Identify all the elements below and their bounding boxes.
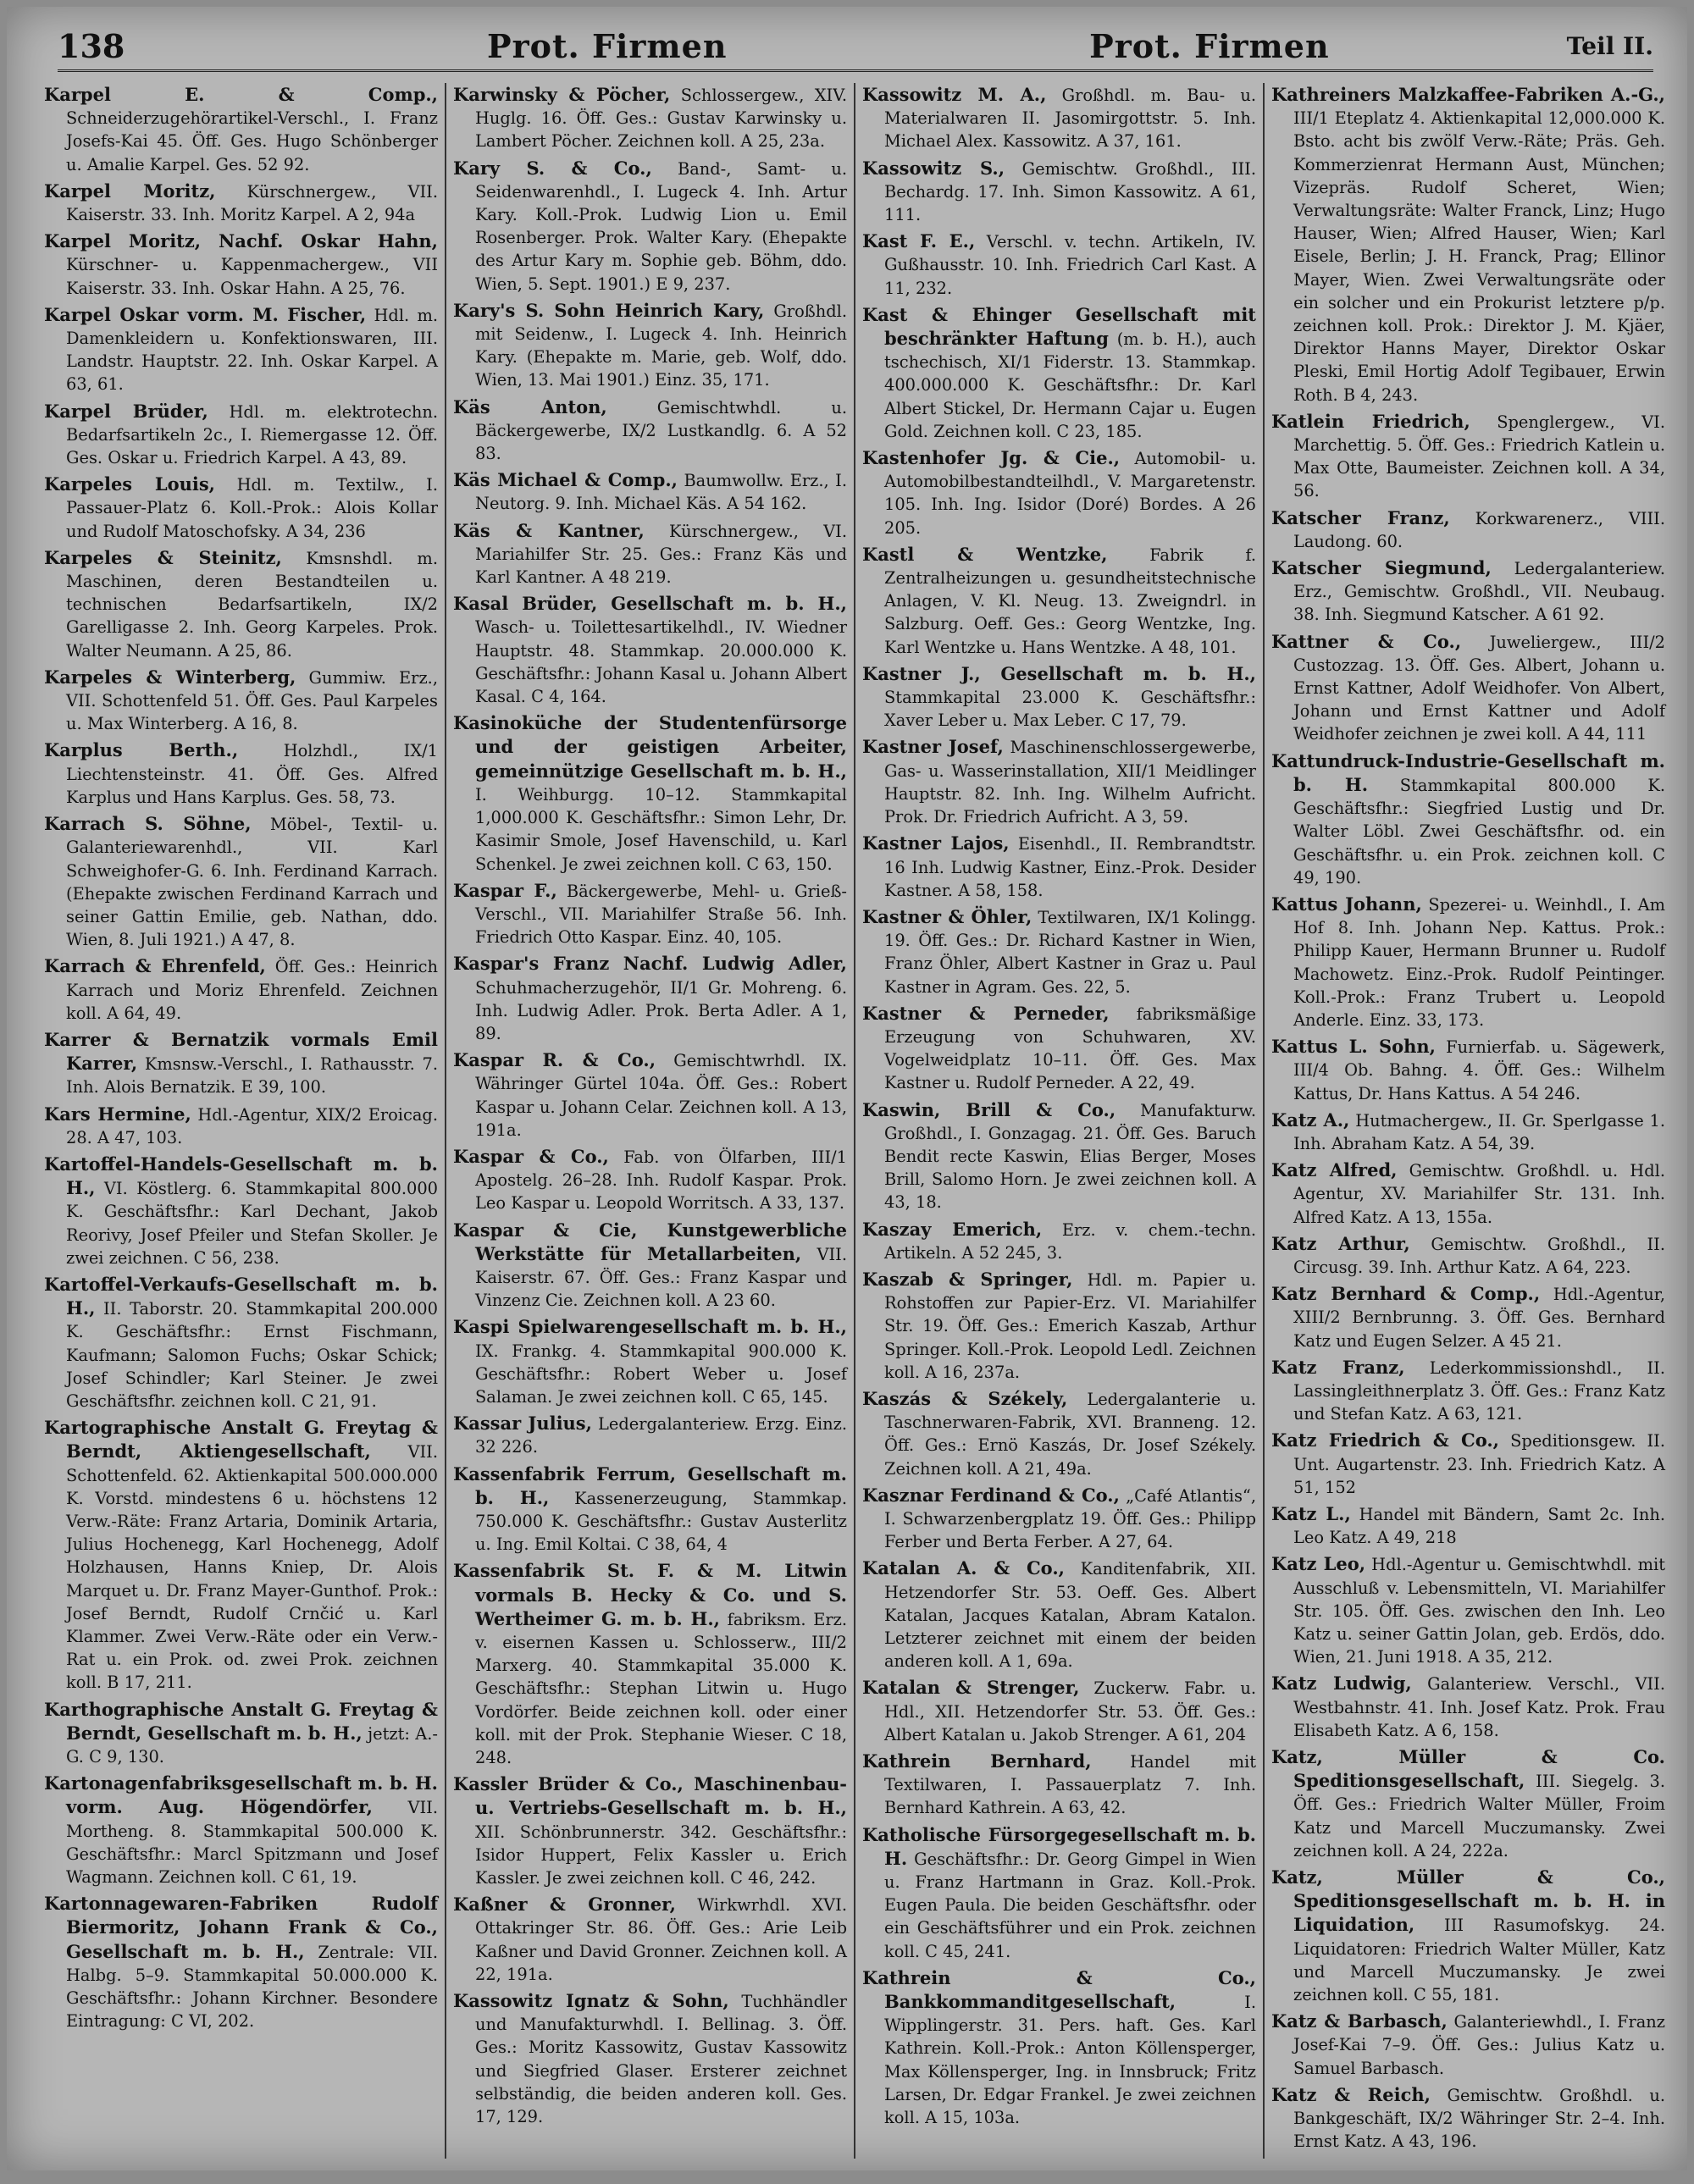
firm-name: Kattus Johann, [1271, 893, 1422, 915]
firm-entry [862, 543, 1256, 659]
firm-name: Kastner & Öhler, [862, 905, 1032, 927]
firm-name: Kaszab & Springer, [862, 1268, 1073, 1290]
firm-name: Kassowitz Ignatz & Sohn, [453, 1990, 729, 2012]
firm-entry [453, 952, 847, 1045]
firm-entry [453, 711, 847, 875]
firm-details: Hutmachergew., II. Gr. Sperlgasse 1. Inh. Abraham Katz. A 54, 39. [1293, 1110, 1665, 1153]
firm-name: Kary S. & Co., [453, 157, 652, 179]
firm-name: Katz L., [1271, 1502, 1351, 1524]
firm-entry [44, 1416, 438, 1694]
firm-name: Kaspar & Co., [453, 1145, 609, 1167]
firm-entry [453, 1412, 847, 1458]
firm-details: Wirkwrhdl. XVI. Ottakringer Str. 86. Öff. Ges.: Arie Leib Kaßner und David Gronner. Zeichnen koll. A 22, 191a. [475, 1895, 847, 1984]
directory-columns [37, 83, 1672, 2159]
firm-details: Automobil- u. Automobilbestandteilhdl., V. Margaretenstr. 105. Inh. Ing. Isidor (Doré) Bordes. A 26 205. [884, 449, 1257, 538]
firm-name: Käs & Kantner, [453, 519, 645, 541]
firm-details: Fabrik f. Zentralheizungen u. gesundheitstechnische Anlagen, V. Kl. Neug. 13. Zweigndrl. in Salzburg. Oeff. Ges.: Georg Wentzke, Ing. Karl Wentzke u. Hans Wentzke. A 48, 101. [884, 545, 1256, 657]
firm-name: Kasal Brüder, Gesellschaft m. b. H., [453, 593, 847, 615]
firm-details: Baumwollw. Erz., I. Neutorg. 9. Inh. Michael Käs. A 54 162. [475, 471, 847, 514]
firm-entry [44, 1892, 438, 2032]
firm-details: Maschinenschlossergewerbe, Gas- u. Wasserinstallation, XII/1 Meidlinger Hauptstr. 82. Inh. Ing. Wilhelm Aufricht. Prok. Dr. Friedrich Aufricht. A 3, 59. [884, 738, 1256, 827]
firm-details: Gemischtwhdl. u. Bäckergewerbe, IX/2 Lustkandlg. 6. A 52 83. [475, 397, 848, 464]
firm-details: Fab. von Ölfarben, III/1 Apostelg. 26–28. Inh. Rudolf Kaspar. Prok. Leo Kaspar u. Leopold Worritsch. A 33, 137. [475, 1147, 847, 1214]
firm-name: Kasznar Ferdinand & Co., [862, 1484, 1120, 1506]
firm-name: Katz, Müller & Co., Speditionsgesellschaft m. b. H. in Liquidation, [1271, 1866, 1665, 1936]
firm-entry [453, 1048, 847, 1142]
directory-page [7, 7, 1687, 2170]
firm-entry [453, 1772, 847, 1889]
firm-entry [862, 1268, 1256, 1384]
firm-entry [453, 1893, 847, 1986]
firm-details: Kmsnshdl. m. Maschinen, deren Bestandteilen u. technischen Bedarfsartikeln, IX/2 Garelligasse 2. Inh. Georg Karpeles. Prok. Walter Neumann. A 25, 86. [66, 548, 438, 661]
firm-entry [44, 1103, 438, 1149]
firm-details: Ledergalanteriew. Erz., Gemischtw. Großhdl., VII. Neubaug. 38. Inh. Siegmund Katscher. A 61 92. [1293, 559, 1665, 625]
firm-details: Schlossergew., XIV. Huglg. 16. Öff. Ges.: Gustav Karwinsky u. Lambert Pöcher. Zeichnen koll. A 25, 23a. [475, 86, 847, 152]
firm-entry [453, 157, 847, 296]
firm-details: Hdl. m. elektrotechn. Bedarfsartikeln 2c., I. Riemergasse 12. Öff. Ges. Oskar u. Friedrich Karpel. A 43, 89. [66, 401, 438, 468]
firm-name: Kastner Lajos, [862, 832, 1010, 854]
firm-name: Kastl & Wentzke, [862, 543, 1108, 565]
firm-entry [453, 1989, 847, 2128]
firm-details: II. Taborstr. 20. Stammkapital 200.000 K. Geschäftsfhr.: Ernst Fischmann, Kaufmann; Salomon Fuchs; Oskar Schick; Josef Schindler; Karl Steiner. Je zwei Geschäftsfhr. zeichnen koll. C 21, 91. [66, 1299, 438, 1411]
firm-details: Kmsnsw.-Verschl., I. Rathausstr. 7. Inh. Alois Bernatzik. E 39, 100. [66, 1054, 438, 1098]
firm-name: Kars Hermine, [44, 1103, 191, 1125]
firm-name: Kastner J., Gesellschaft m. b. H., [862, 662, 1256, 684]
firm-entry [453, 83, 847, 153]
firm-details: Gemischtw. Großhdl. u. Bankgeschäft, IX/2 Währinger Str. 2–4. Inh. Ernst Katz. A 43, 196. [1293, 2085, 1665, 2152]
firm-entry [44, 400, 438, 470]
firm-entry [1271, 749, 1665, 889]
firm-details: Spenglergew., VI. Marchettig. 5. Öff. Ges.: Friedrich Katlein u. Max Otte, Baumeister. Zeichnen koll. A 34, 56. [1293, 412, 1665, 501]
firm-entry [862, 1750, 1256, 1820]
firm-name: Kassler Brüder & Co., Maschinenbau- u. Vertriebs-Gesellschaft m. b. H., [453, 1773, 847, 1819]
firm-name: Katalan A. & Co., [862, 1557, 1065, 1579]
firm-name: Kary's S. Sohn Heinrich Kary, [453, 299, 765, 321]
firm-name: Käs Anton, [453, 395, 607, 417]
firm-entry [862, 1556, 1256, 1673]
firm-entry [44, 180, 438, 226]
firm-details: Kassenerzeugung, Stammkap. 750.000 K. Geschäftsfhr.: Gustav Austerlitz u. Ing. Emil Koltai. C 38, 64, 4 [475, 1488, 847, 1555]
running-title-right: Prot. Firmen [1089, 26, 1330, 65]
firm-name: Karrer & Bernatzik vormals Emil Karrer, [44, 1028, 438, 1075]
firm-name: Karthographische Anstalt G. Freytag & Berndt, Gesellschaft m. b. H., [44, 1698, 438, 1744]
firm-name: Kaszás & Székely, [862, 1387, 1068, 1409]
firm-name: Karwinsky & Pöcher, [453, 84, 671, 105]
firm-entry [862, 832, 1256, 902]
firm-details: Kürschnergew., VII. Kaiserstr. 33. Inh. Moritz Karpel. A 2, 94a [66, 181, 438, 225]
firm-entry [1271, 2010, 1665, 2080]
firm-name: Katz A., [1271, 1109, 1350, 1131]
firm-details: Erz. v. chem.-techn. Artikeln. A 52 245, 3. [884, 1219, 1256, 1263]
firm-name: Kartonagenfabriksgesellschaft m. b. H. vorm. Aug. Högendörfer, [44, 1772, 438, 1818]
firm-details: Textilwaren, IX/1 Kolingg. 19. Öff. Ges.: Dr. Richard Kastner in Wien, Franz Öhler, Albert Kastner in Graz u. Paul Kastner in Agram. Ges. 22, 5. [884, 907, 1256, 997]
firm-entry [44, 303, 438, 396]
firm-name: Katz Alfred, [1271, 1159, 1398, 1181]
firm-entry [44, 738, 438, 809]
firm-details: Galanteriewhdl., I. Franz Josef-Kai 7–9. Öff. Ges.: Julius Katz u. Samuel Barbasch. [1293, 2012, 1666, 2078]
firm-details: Juweliergew., III/2 Custozzag. 13. Öff. Ges. Albert, Johann u. Ernst Kattner, Adolf Weidhofer. Von Albert, Johann und Ernst Kattner und Adolf Weidhofer zeichnen je zwei koll. A 44, 111 [1293, 632, 1665, 744]
firm-details: Öff. Ges.: Heinrich Karrach und Moriz Ehrenfeld. Zeichnen koll. A 64, 49. [66, 957, 438, 1023]
firm-details: XII. Schönbrunnerstr. 342. Geschäftsfhr.: Isidor Huppert, Felix Kassler u. Erich Kassler. Je zwei zeichnen koll. C 46, 242. [475, 1822, 847, 1888]
firm-details: Kürschnergew., VI. Mariahilfer Str. 25. Ges.: Franz Käs und Karl Kantner. A 48 219. [475, 521, 847, 588]
firm-name: Karrach S. Söhne, [44, 813, 252, 835]
firm-entry [1271, 1232, 1665, 1279]
firm-entry [862, 446, 1256, 539]
firm-entry [44, 1698, 438, 1769]
firm-details: Großhdl. m. Bau- u. Materialwaren II. Jasomirgottstr. 5. Inh. Michael Alex. Kassowitz. A 37, 161. [884, 86, 1256, 152]
firm-details: Tuchhändler und Manufakturwhdl. I. Bellinag. 3. Öff. Ges.: Moritz Kassowitz, Gustav Kassowitz und Siegfried Glaser. Ersterer zeichnet selbständig, die beiden anderen koll. Ges. 17, 129. [475, 1992, 847, 2127]
firm-name: Katz Ludwig, [1271, 1673, 1412, 1695]
firm-details: Hdl.-Agentur, XIII/2 Bernbrunng. 3. Öff. Ges. Bernhard Katz und Eugen Selzer. A 45 21. [1293, 1285, 1665, 1351]
column-3 [855, 83, 1265, 2159]
column-4 [1265, 83, 1672, 2159]
firm-entry [44, 666, 438, 736]
firm-name: Katscher Siegmund, [1271, 557, 1492, 579]
firm-entry [1271, 1035, 1665, 1105]
firm-details: Band-, Samt- u. Seidenwarenhdl., I. Lugeck 4. Inh. Artur Kary. Koll.-Prok. Ludwig Lion u. Emil Rosenberger. Prok. Walter Kary. (Ehepakte des Artur Kary m. Sophie geb. Böhm, ddo. Wien, 5. Sept. 1901.) E 9, 237. [475, 158, 847, 294]
firm-details: Schneiderzugehörartikel-Verschl., I. Franz Josefs-Kai 45. Öff. Ges. Hugo Schönberger u. Amalie Karpel. Ges. 52 92. [66, 108, 438, 174]
part-label: Teil II. [1566, 31, 1653, 60]
firm-name: Kathrein Bernhard, [862, 1750, 1092, 1772]
firm-details: Großhdl. mit Seidenw., I. Lugeck 4. Inh. Heinrich Kary. (Ehepakte m. Marie, geb. Wolf, ddo. Wien, 13. Mai 1901.) Einz. 35, 171. [475, 301, 847, 390]
firm-name: Kaspar R. & Co., [453, 1049, 656, 1071]
firm-entry [44, 1028, 438, 1099]
firm-details: VI. Köstlerg. 6. Stammkapital 800.000 K. Geschäftsfhr.: Karl Dechant, Jakob Reorivy, Josef Pfeiler und Stefan Skoller. Je zwei zeichnen. C 56, 238. [66, 1179, 438, 1268]
firm-details: Hdl.-Agentur, XIX/2 Eroicag. 28. A 47, 103. [66, 1104, 438, 1147]
firm-entry [1271, 893, 1665, 1031]
firm-details: Spezerei- u. Weinhdl., I. Am Hof 8. Inh. Johann Nep. Kattus. Prok.: Philipp Kauer, Hermann Brunner u. Rudolf Machowetz. Einz.-Prok. Rudolf Peintinger. Koll.-Prok.: Franz Trubert u. Leopold Anderle. Einz. 33, 173. [1293, 894, 1665, 1030]
firm-details: Zentrale: VII. Halbg. 5–9. Stammkapital 50.000.000 K. Geschäftsfhr.: Johann Kirchner. Besondere Eintragung: C VI, 202. [66, 1942, 439, 2032]
firm-name: Karpel Moritz, [44, 180, 216, 202]
firm-details: Speditionsgew. II. Unt. Augartenstr. 23. Inh. Friedrich Katz. A 51, 152 [1293, 1431, 1666, 1497]
firm-entry [1271, 1672, 1665, 1742]
firm-name: Kaßner & Gronner, [453, 1894, 676, 1916]
firm-entry [862, 735, 1256, 828]
firm-name: Katz, Müller & Co. Speditionsgesellschaft, [1271, 1746, 1665, 1792]
firm-name: Kassar Julius, [453, 1413, 592, 1435]
firm-details: Furnierfab. u. Sägewerk, III/4 Ob. Bahng. 4. Öff. Ges.: Wilhelm Kattus, Dr. Hans Kattus. A 54 246. [1293, 1037, 1665, 1103]
firm-details: Bäckergewerbe, Mehl- u. Grieß-Verschl., VII. Mariahilfer Straße 56. Inh. Friedrich Otto Kaspar. Einz. 40, 105. [475, 881, 847, 948]
firm-entry [44, 473, 438, 543]
firm-entry [453, 879, 847, 949]
firm-details: Möbel-, Textil- u. Galanteriewarenhdl., VII. Karl Schweighofer-G. 6. Inh. Ferdinand Karrach. (Ehepakte zwischen Ferdinand Karrach und seiner Gattin Emilie, geb. Nathan, ddo. Wien, 8. Juli 1921.) A 47, 8. [66, 815, 438, 950]
firm-name: Katalan & Strenger, [862, 1677, 1080, 1699]
firm-details: VII. Kaiserstr. 67. Öff. Ges.: Franz Kaspar und Vinzenz Cie. Zeichnen koll. A 23 60. [475, 1244, 847, 1311]
firm-details: Hdl. m. Damenkleidern u. Konfektionswaren, III. Landstr. Hauptstr. 22. Inh. Oskar Karpel. A 63, 61. [66, 305, 438, 395]
firm-entry [453, 592, 847, 708]
firm-name: Kathrein & Co., Bankkommanditgesellschaft, [862, 1966, 1256, 2013]
firm-entry [1271, 1502, 1665, 1549]
firm-details: (m. b. H.), auch tschechisch, XI/1 Fiderstr. 13. Stammkap. 400.000.000 K. Geschäftsfhr.: Dr. Karl Albert Stickel, Dr. Hermann Cajar u. Eugen Gold. Zeichnen koll. C 23, 185. [884, 329, 1256, 441]
firm-details: Stammkapital 23.000 K. Geschäftsfhr.: Xaver Leber u. Max Leber. C 17, 79. [884, 688, 1256, 731]
firm-entry [862, 157, 1256, 227]
firm-name: Katscher Franz, [1271, 506, 1450, 528]
firm-name: Karpel Moritz, Nachf. Oskar Hahn, [44, 230, 438, 252]
firm-entry [862, 905, 1256, 998]
firm-name: Kaspar F., [453, 879, 557, 901]
firm-entry [453, 299, 847, 392]
firm-entry [1271, 1158, 1665, 1229]
firm-entry [44, 229, 438, 300]
firm-entry [44, 83, 438, 176]
firm-entry [1271, 1356, 1665, 1426]
firm-name: Katz & Reich, [1271, 2083, 1431, 2105]
firm-details: Hdl. m. Papier u. Rohstoffen zur Papier-Erz. VI. Mariahilfer Str. 19. Öff. Ges.: Emerich Kaszab, Arthur Springer. Koll.-Prok. Leopold Ledl. Zeichnen koll. A 16, 237a. [884, 1269, 1256, 1382]
firm-details: III/1 Eteplatz 4. Aktienkapital 12,000.000 K. Bsto. acht bis zwölf Verw.-Räte; Präs. Geh. Kommerzienrat Hermann Aust, München; Vizepräs. Rudolf Scheret, Wien; Verwaltungsräte: Walter Franck, Linz; Hugo Hauser, Wien; Alfred Hauser, Wien; Karl Eisele, Berlin; J. H. Franck, Prag; Ellinor Mayer, Wien. Zwei Verwaltungsräte oder ein solcher und ein Prokurist letztere p/p. zeichnen koll. Prok.: Direktor J. M. Kjäer, Direktor Hanns Mayer, Direktor Oskar Pleski, Emil Hortig Adolf Tegibauer, Erwin Roth. B 4, 243. [1293, 108, 1665, 405]
firm-entry [1271, 410, 1665, 503]
firm-entry [44, 1153, 438, 1269]
firm-details: Gemischtwrhdl. IX. Währinger Gürtel 104a. Öff. Ges.: Robert Kaspar u. Johann Celar. Zeichnen koll. A 13, 191a. [475, 1051, 847, 1140]
firm-details: Zuckerw. Fabr. u. Hdl., XII. Hetzendorfer Str. 53. Öff. Ges.: Albert Katalan u. Jakob Strenger. A 61, 204 [884, 1678, 1256, 1744]
firm-details: Handel mit Textilwaren, I. Passauerplatz 7. Inh. Bernhard Kathrein. A 63, 42. [884, 1752, 1257, 1818]
firm-entry [453, 395, 847, 466]
firm-name: Kaswin, Brill & Co., [862, 1098, 1116, 1120]
firm-details: Manufakturw. Großhdl., I. Gonzagag. 21. Öff. Ges. Baruch Bendit recte Kaswin, Elias Berger, Moses Brill, Salomo Horn. Je zwei zeichnen koll. A 43, 18. [884, 1100, 1256, 1213]
firm-name: Kartographische Anstalt G. Freytag & Berndt, Aktiengesellschaft, [44, 1417, 438, 1462]
firm-details: fabriksmäßige Erzeugung von Schuhwaren, XV. Vogelweidplatz 10–11. Öff. Ges. Max Kastner u. Rudolf Perneder. A 22, 49. [884, 1004, 1256, 1093]
firm-details: Korkwarenerz., VIII. Laudong. 60. [1293, 508, 1666, 551]
firm-name: Kaspar's Franz Nachf. Ludwig Adler, [453, 953, 847, 975]
firm-name: Karpel Brüder, [44, 400, 208, 422]
firm-details: Geschäftsfhr.: Dr. Georg Gimpel in Wien u. Franz Hartmann in Graz. Koll.-Prok. Eugen Paula. Die beiden Geschäftsfhr. oder ein Geschäftsführer und ein Prok. zeichnen koll. C 45, 241. [884, 1849, 1256, 1961]
firm-entry [862, 1966, 1256, 2129]
firm-name: Kassowitz S., [862, 157, 1005, 179]
firm-entry [1271, 630, 1665, 746]
firm-name: Kastner & Perneder, [862, 1002, 1110, 1024]
firm-name: Katlein Friedrich, [1271, 410, 1470, 432]
firm-details: Handel mit Bändern, Samt 2c. Inh. Leo Katz. A 49, 218 [1293, 1504, 1665, 1548]
firm-name: Kastner Josef, [862, 736, 1004, 758]
firm-name: Karpel E. & Comp., [44, 84, 438, 105]
firm-name: Karpeles & Winterberg, [44, 666, 296, 688]
firm-entry [44, 1772, 438, 1888]
header-right [1089, 27, 1653, 65]
firm-entry [1271, 1745, 1665, 1862]
firm-name: Katz Bernhard & Comp., [1271, 1283, 1541, 1305]
firm-name: Katz Leo, [1271, 1553, 1366, 1575]
firm-name: Kartoffel-Handels-Gesellschaft m. b. H., [44, 1153, 438, 1199]
firm-name: Katholische Fürsorgegesellschaft m. b. H. [862, 1823, 1256, 1869]
firm-entry [862, 662, 1256, 733]
firm-entry [44, 1273, 438, 1413]
firm-details: Gemischtw. Großhdl. u. Hdl. Agentur, XV. Mariahilfer Str. 131. Inh. Alfred Katz. A 13, 155a. [1293, 1161, 1665, 1227]
firm-entry [44, 954, 438, 1025]
firm-name: Karpeles & Steinitz, [44, 546, 282, 568]
firm-details: jetzt: A.-G. C 9, 130. [66, 1723, 438, 1767]
firm-details: Kürschner- u. Kappenmachergew., VII Kaiserstr. 33. Inh. Oskar Hahn. A 25, 76. [66, 255, 438, 298]
firm-name: Kassenfabrik St. F. & M. Litwin vormals B. Hecky & Co. und S. Wertheimer G. m. b. H., [453, 1560, 847, 1629]
firm-details: IX. Frankg. 4. Stammkapital 900.000 K. Geschäftsfhr.: Robert Weber u. Josef Salaman. Je zwei zeichnen koll. C 65, 145. [475, 1341, 847, 1407]
firm-name: Karpeles Louis, [44, 473, 215, 495]
column-2 [446, 83, 855, 2159]
firm-details: Ledergalanteriew. Erzg. Einz. 32 226. [475, 1414, 847, 1457]
firm-name: Kast F. E., [862, 230, 976, 252]
firm-entry [453, 1559, 847, 1769]
firm-name: Kasinoküche der Studentenfürsorge und der geistigen Arbeiter, gemeinnützige Gesellschaft m. b. H., [453, 712, 847, 782]
firm-entry [1271, 1109, 1665, 1155]
firm-name: Kastenhofer Jg. & Cie., [862, 447, 1121, 469]
firm-entry [453, 468, 847, 515]
firm-name: Käs Michael & Comp., [453, 469, 678, 491]
firm-details: Eisenhdl., II. Rembrandtstr. 16 Inh. Ludwig Kastner, Einz.-Prok. Desider Kastner. A 58, 158. [884, 834, 1256, 900]
firm-entry [453, 1315, 847, 1408]
firm-details: III Rasumofskyg. 24. Liquidatoren: Friedrich Walter Müller, Katz und Marcell Muczumansky. Je zwei zeichnen koll. C 55, 181. [1293, 1916, 1665, 2005]
firm-entry [862, 83, 1256, 153]
firm-details: Holzhdl., IX/1 Liechtensteinstr. 41. Öff. Ges. Alfred Karplus und Hans Karplus. Ges. 58, 73. [66, 741, 438, 807]
firm-entry [453, 1462, 847, 1556]
firm-details: I. Weihburgg. 10–12. Stammkapital 1,000.000 K. Geschäftsfhr.: Simon Lehr, Dr. Kasimir Smole, Josef Havenschild, u. Karl Schenkel. Je zwei zeichnen koll. C 63, 150. [475, 784, 847, 874]
firm-details: Gummiw. Erz., VII. Schottenfeld 51. Öff. Ges. Paul Karpeles u. Max Winterberg. A 16, 8. [66, 667, 438, 734]
firm-name: Karrach & Ehrenfeld, [44, 955, 266, 977]
firm-entry [862, 1387, 1256, 1480]
firm-entry [862, 1098, 1256, 1214]
column-1 [37, 83, 446, 2159]
firm-entry [862, 303, 1256, 443]
firm-name: Kassowitz M. A., [862, 84, 1047, 105]
firm-details: Wasch- u. Toilettesartikelhdl., IV. Wiedner Hauptstr. 48. Stammkap. 20.000.000 K. Geschäftsfhr.: Johann Kasal u. Johann Albert Kasal. C 4, 164. [475, 617, 847, 707]
firm-details: Galanteriew. Verschl., VII. Westbahnstr. 41. Inh. Josef Katz. Prok. Frau Elisabeth Katz. A 6, 158. [1293, 1674, 1665, 1740]
firm-name: Kaspi Spielwarengesellschaft m. b. H., [453, 1316, 847, 1338]
firm-entry [1271, 1282, 1665, 1352]
firm-details: Hdl. m. Textilw., I. Passauer-Platz 6. Koll.-Prok.: Alois Kollar und Rudolf Matoschofsky. A 34, 236 [66, 475, 438, 541]
firm-name: Katz Franz, [1271, 1356, 1405, 1378]
firm-name: Karplus Berth., [44, 739, 239, 761]
firm-name: Kartoffel-Verkaufs-Gesellschaft m. b. H., [44, 1273, 438, 1319]
firm-entry [1271, 556, 1665, 627]
firm-entry [1271, 506, 1665, 553]
firm-entry [862, 229, 1256, 300]
firm-entry [453, 1219, 847, 1313]
firm-name: Kattner & Co., [1271, 630, 1462, 652]
firm-entry [1271, 1552, 1665, 1668]
firm-details: Schuhmacherzugehör, II/1 Gr. Mohreng. 6. Inh. Ludwig Adler. Prok. Berta Adler. A 1, 89. [475, 977, 847, 1043]
firm-entry [862, 1002, 1256, 1095]
firm-details: Hdl.-Agentur u. Gemischtwhdl. mit Ausschluß v. Lebensmitteln, VI. Mariahilfer Str. 105. Öff. Ges. zwischen den Inh. Leo Katz u. seiner Gattin Jolan, geb. Erdös, ddo. Wien, 21. Juni 1918. A 35, 212. [1293, 1555, 1665, 1667]
firm-entry [862, 1484, 1256, 1554]
firm-details: Ledergalanterie u. Taschnerwaren-Fabrik, XVI. Branneng. 12. Öff. Ges.: Ernö Kaszás, Dr. Josef Székely. Zeichnen koll. A 21, 49a. [884, 1389, 1256, 1479]
firm-details: VII. Mortheng. 8. Stammkapital 500.000 K. Geschäftsfhr.: Marcl Spitzmann und Josef Wagmann. Zeichnen koll. C 61, 19. [66, 1798, 438, 1888]
firm-name: Kast & Ehinger Gesellschaft mit beschränkter Haftung [862, 303, 1256, 350]
firm-details: VII. Schottenfeld. 62. Aktienkapital 500.000.000 K. Vorstd. mindestens 6 u. höchstens 12 Verw.-Räte: Franz Artaria, Dominik Artaria, Julius Hochenegg, Karl Hochenegg, Adolf Holzhausen, Hanns Kniep, Dr. Alois Marquet u. Dr. Franz Mayer-Gunthof. Prok.: Josef Berndt, Rudolf Crnčić u. Karl Klammer. Zwei Verw.-Räte oder ein Verw.-Rat u. ein Prok. od. zwei Prok. zeichnen koll. B 17, 211. [66, 1442, 438, 1693]
firm-entry [453, 519, 847, 589]
firm-entry [862, 1676, 1256, 1746]
firm-name: Kathreiners Malzkaffee-Fabriken A.-G., [1271, 84, 1665, 105]
firm-name: Kaspar & Cie, Kunstgewerbliche Werkstätte für Metallarbeiten, [453, 1219, 847, 1264]
firm-details: Stammkapital 800.000 K. Geschäftsfhr.: Siegfried Lustig und Dr. Walter Löbl. Zwei Geschäftsfhr. od. ein Geschäftsfhr. u. ein Prok. zeichnen koll. C 49, 190. [1293, 775, 1665, 887]
firm-name: Kattus L. Sohn, [1271, 1036, 1436, 1058]
running-title-left: Prot. Firmen [487, 26, 728, 65]
firm-entry [862, 1823, 1256, 1963]
firm-entry [44, 812, 438, 951]
firm-entry [453, 1145, 847, 1215]
page-number: 138 [58, 26, 125, 65]
firm-name: Katz Arthur, [1271, 1232, 1410, 1254]
firm-details: Lederkommissionshdl., II. Lassingleithnerplatz 3. Öff. Ges.: Franz Katz und Stefan Katz. A 63, 121. [1293, 1357, 1666, 1424]
firm-details: „Café Atlantis“, I. Schwarzenbergplatz 19. Öff. Ges.: Philipp Ferber und Berta Ferber. A 27, 64. [884, 1485, 1256, 1552]
firm-entry [1271, 1429, 1665, 1499]
firm-name: Kattundruck-Industrie-Gesellschaft m. b. H. [1271, 749, 1665, 795]
firm-entry [862, 1218, 1256, 1264]
firm-entry [1271, 2083, 1665, 2154]
firm-details: I. Wipplingerstr. 31. Pers. haft. Ges. Karl Kathrein. Koll.-Prok.: Anton Köllensperger, Max Köllensperger, Ing. in Innsbruck; Fritz Larsen, Dr. Edgar Frankel. Je zwei zeichnen koll. A 15, 103a. [884, 1993, 1256, 2128]
firm-name: Katz Friedrich & Co., [1271, 1429, 1499, 1451]
firm-name: Katz & Barbasch, [1271, 2010, 1448, 2032]
firm-name: Kaszay Emerich, [862, 1218, 1043, 1240]
firm-details: Kanditenfabrik, XII. Hetzendorfer Str. 53. Oeff. Ges. Albert Katalan, Jacques Katalan, Abram Katalon. Letzterer zeichnet mit einem der beiden anderen koll. A 1, 69a. [884, 1559, 1256, 1672]
page-header [58, 22, 1653, 72]
firm-name: Karpel Oskar vorm. M. Fischer, [44, 303, 367, 325]
firm-details: III. Siegelg. 3. Öff. Ges.: Friedrich Walter Müller, Froim Katz und Marcell Muczumansky. Zwei zeichnen koll. A 24, 222a. [1293, 1772, 1665, 1861]
firm-details: Gemischtw. Großhdl., II. Circusg. 39. Inh. Arthur Katz. A 64, 223. [1293, 1234, 1665, 1277]
firm-name: Kassenfabrik Ferrum, Gesellschaft m. b. H., [453, 1462, 847, 1508]
firm-details: Gemischtw. Großhdl., III. Bechardg. 17. Inh. Simon Kassowitz. A 61, 111. [884, 158, 1256, 225]
firm-name: Kartonnagewaren-Fabriken Rudolf Biermoritz, Johann Frank & Co., Gesellschaft m. b. H., [44, 1893, 438, 1962]
firm-details: fabriksm. Erz. v. eisernen Kassen u. Schlosserw., III/2 Marxerg. 40. Stammkapital 35.000 K. Geschäftsfhr.: Stephan Litwin u. Hugo Vordörfer. Beide zeichnen koll. oder einer koll. mit der Prok. Stephanie Wieser. C 18, 248. [475, 1609, 847, 1768]
firm-details: Verschl. v. techn. Artikeln, IV. Gußhausstr. 10. Inh. Friedrich Carl Kast. A 11, 232. [884, 232, 1256, 298]
firm-entry [44, 546, 438, 662]
firm-entry [1271, 1866, 1665, 2006]
firm-entry [1271, 83, 1665, 406]
